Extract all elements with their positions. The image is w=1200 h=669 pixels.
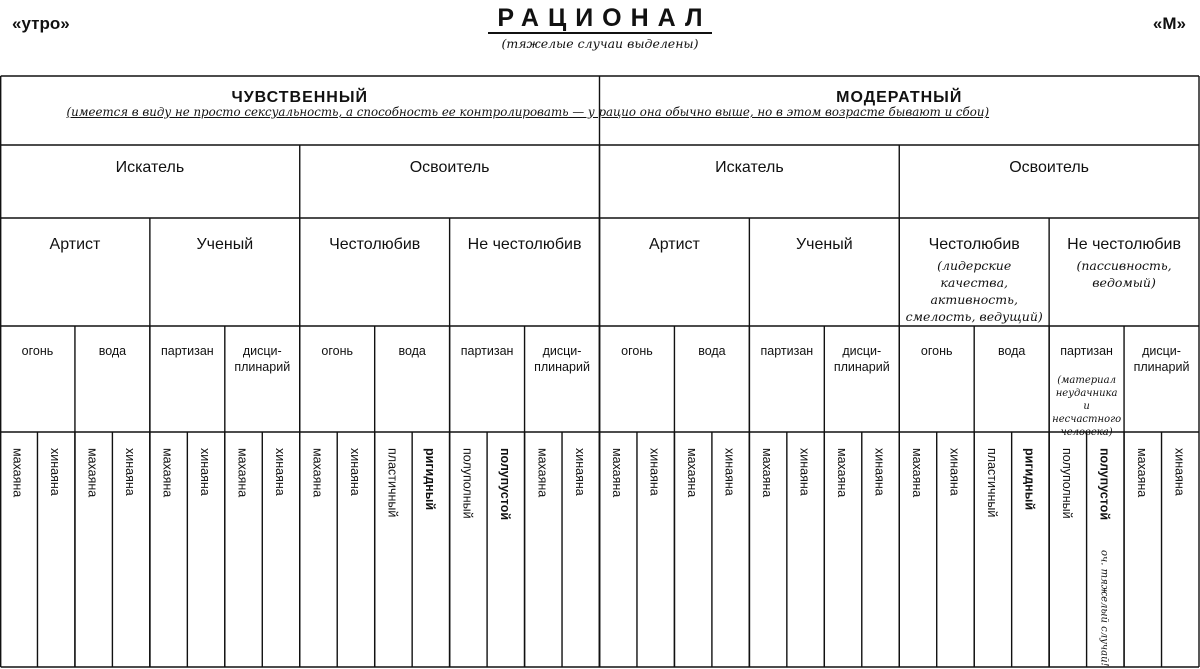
element-header-label: огонь (321, 344, 354, 358)
subtype-header (604, 235, 746, 326)
subtype-header-label: Не честолюбив (467, 236, 582, 253)
variant-label: полупустой (1097, 448, 1112, 521)
variant-label: хинаяна (1172, 448, 1187, 496)
subtype-header-label: Артист (649, 236, 700, 253)
type-header-label: МОДЕРАТНЫЙ (836, 89, 963, 106)
subtype-header (1053, 235, 1195, 326)
subtype-header-label: Ученый (795, 236, 853, 253)
element-header (228, 344, 297, 432)
element-header (1052, 344, 1122, 438)
subtype-header (753, 235, 895, 326)
variant-label: хинаяна (347, 448, 362, 496)
variant-label: хинаяна (872, 448, 887, 496)
role-header-label: Искатель (115, 159, 185, 176)
type-header-label: ЧУВСТВЕННЫЙ (231, 89, 369, 106)
element-header-label: вода (398, 344, 426, 358)
subtype-header (154, 235, 296, 326)
corner-label-m: «М» (1152, 14, 1186, 33)
variant-label: махаяна (909, 448, 924, 498)
variant-label: пластичный (984, 448, 999, 518)
variant-label: хинаяна (123, 448, 138, 496)
variant-label: махаяна (10, 448, 25, 498)
element-header (603, 344, 672, 432)
subtype-header (903, 235, 1045, 326)
element-header (153, 344, 222, 432)
variant-label: хинаяна (572, 448, 587, 496)
variant-label: хинаяна (48, 448, 63, 496)
variant-label: махаяна (685, 448, 700, 498)
variant-label: хинаяна (198, 448, 213, 496)
element-header (78, 344, 147, 432)
variant-label: ригидный (422, 448, 437, 511)
element-header-label: дисци- плинарий (833, 344, 890, 374)
subtype-header-note: (пассивность, ведомый) (1076, 258, 1172, 291)
page-subtitle: (тяжелые случаи выделены) (501, 36, 699, 51)
element-header (453, 344, 522, 432)
element-header-label: огонь (21, 344, 54, 358)
variant-label: махаяна (835, 448, 850, 498)
subtype-header-note: (лидерские качества, активность, смелость, ведущий) (905, 258, 1043, 324)
element-header-note: (материал неудачника и несчастного человека) (1052, 374, 1122, 438)
variant-label: махаяна (1134, 448, 1149, 498)
variant-label: махаяна (610, 448, 625, 498)
element-header (827, 344, 896, 432)
variant-label: махаяна (160, 448, 175, 498)
variant-label: полуполный (1059, 448, 1074, 519)
element-header (378, 344, 447, 432)
role-header (600, 158, 900, 218)
page-title: РАЦИОНАЛ (0, 4, 1200, 33)
element-header (528, 344, 597, 432)
variant-label: хинаяна (273, 448, 288, 496)
element-header-label: партизан (760, 344, 814, 358)
role-header (300, 158, 600, 218)
role-header (899, 158, 1199, 218)
element-header-label: дисци- плинарий (234, 344, 291, 374)
variant-label: махаяна (535, 448, 550, 498)
variant-label: хинаяна (797, 448, 812, 496)
subtype-header (4, 235, 146, 326)
element-header (303, 344, 372, 432)
variant-label: полуполный (460, 448, 475, 519)
variant-label: пластичный (385, 448, 400, 518)
severe-case-note: оч. тяжелый случай! (1098, 550, 1110, 667)
variant-label: махаяна (85, 448, 100, 498)
element-header (1127, 344, 1196, 432)
role-header (0, 158, 300, 218)
role-header-label: Освоитель (409, 159, 490, 176)
corner-label-morning: «утро» (12, 14, 70, 33)
element-header-label: партизан (460, 344, 514, 358)
element-header-label: вода (98, 344, 127, 358)
element-header (752, 344, 821, 432)
subtype-header-label: Не честолюбив (1067, 236, 1181, 253)
role-header-label: Освоитель (1009, 159, 1090, 176)
subtype-header (304, 235, 446, 326)
variant-label: полупустой (497, 448, 512, 521)
element-header-label: дисци- плинарий (1133, 344, 1190, 374)
type-header-note: (имеется в виду не просто сексуальность, а способность ее контролировать — у рацио она обычно выше, но в этом возрасте бывают и сбои) (66, 105, 990, 119)
variant-label: махаяна (235, 448, 250, 498)
variant-label: хинаяна (947, 448, 962, 496)
subtype-header-label: Артист (49, 236, 101, 253)
subtype-header-label: Честолюбив (329, 236, 421, 253)
element-header-label: огонь (621, 344, 653, 358)
subtype-header-label: Честолюбив (928, 236, 1020, 253)
element-header-label: партизан (160, 344, 214, 358)
element-header (902, 344, 971, 432)
type-header (600, 88, 1200, 145)
variant-label: хинаяна (722, 448, 737, 496)
element-header-label: партизан (1060, 344, 1113, 358)
element-header-label: вода (698, 344, 726, 358)
element-header-label: вода (997, 344, 1026, 358)
element-header (677, 344, 746, 432)
element-header-label: огонь (920, 344, 953, 358)
variant-label: махаяна (310, 448, 325, 498)
role-header-label: Искатель (715, 159, 784, 176)
element-header (3, 344, 72, 432)
variant-label: махаяна (760, 448, 775, 498)
element-header-label: дисци- плинарий (534, 344, 590, 374)
variant-label: ригидный (1022, 448, 1037, 511)
element-header (977, 344, 1046, 432)
subtype-header-label: Ученый (196, 236, 254, 253)
variant-label: хинаяна (647, 448, 662, 496)
subtype-header (454, 235, 596, 326)
